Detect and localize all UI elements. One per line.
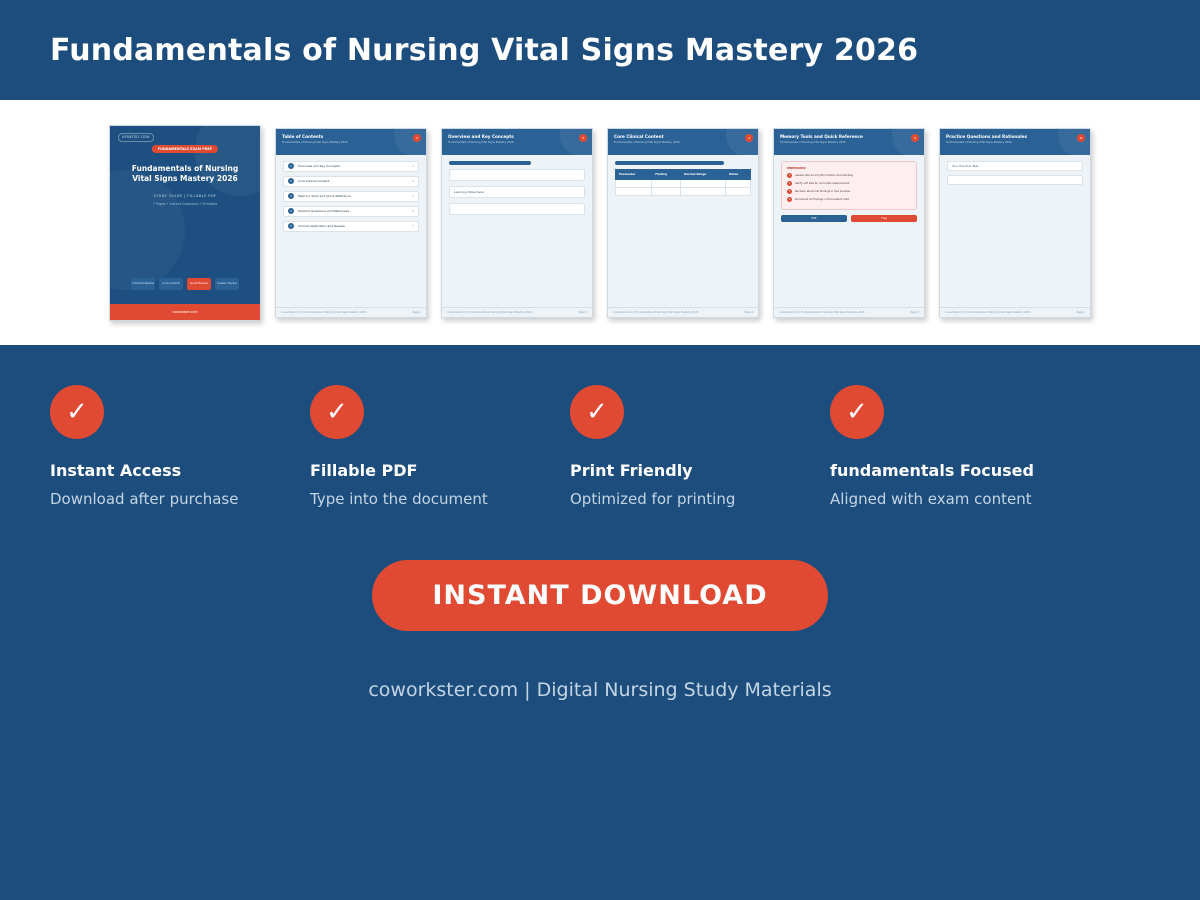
toc-label: Overview and Key Concepts bbox=[298, 164, 341, 168]
table-row bbox=[616, 179, 751, 187]
feature-title: fundamentals Focused bbox=[830, 461, 1034, 480]
list-item bbox=[283, 191, 419, 202]
page-footer bbox=[442, 307, 592, 317]
cover-top-badge: UPDATED 2026 bbox=[118, 133, 154, 142]
page-title-text: Practice Questions and Rationales bbox=[946, 133, 1027, 139]
cover-title-line2: Vital Signs Mastery 2026 bbox=[132, 174, 238, 184]
cover-decoration-circle bbox=[109, 170, 185, 290]
form-field-label: Learning Objectives bbox=[449, 186, 585, 198]
page-number-badge: 6 bbox=[1077, 134, 1085, 142]
toc-page: 3 bbox=[412, 164, 414, 168]
form-field bbox=[449, 203, 585, 215]
button-row bbox=[781, 215, 917, 222]
practice-field bbox=[947, 175, 1083, 185]
feature-description: Download after purchase bbox=[50, 490, 239, 508]
toc-label: Clinical Application and Review bbox=[298, 224, 345, 228]
cover-chip: Core Content bbox=[159, 278, 183, 290]
page-header-band bbox=[276, 129, 426, 155]
thumbnail-page-3-wrapper[interactable] bbox=[441, 128, 593, 318]
form-field bbox=[449, 169, 585, 181]
feature-fundamentals-focused bbox=[830, 385, 1090, 508]
header-decoration-circle bbox=[726, 129, 758, 155]
table-header-cell: Notes bbox=[726, 169, 751, 179]
cover-chip: Contents Review bbox=[131, 278, 155, 290]
footer-left: coworkster.com | Fundamentals of Nursing Vital Signs Mastery 2026 bbox=[447, 310, 533, 314]
footer-right: Page 3 bbox=[578, 310, 587, 314]
page-body bbox=[276, 155, 426, 307]
page-number-badge: 4 bbox=[745, 134, 753, 142]
cover-subtitle: STUDY GUIDE | FILLABLE PDF bbox=[153, 193, 217, 198]
clinical-table bbox=[615, 169, 751, 196]
thumbnail-page-5[interactable] bbox=[773, 128, 925, 318]
page-title-text: Memory Tools and Quick Reference bbox=[780, 133, 863, 139]
page-header-band bbox=[608, 129, 758, 155]
feature-fillable-pdf bbox=[310, 385, 570, 508]
footer-right: Page 5 bbox=[910, 310, 919, 314]
mnemonic-item-text: Recheck abnormal findings in five minutes bbox=[795, 189, 851, 193]
section-bar bbox=[615, 161, 724, 165]
bullet-icon: 3 bbox=[788, 189, 791, 193]
footer-right: Page 6 bbox=[1076, 310, 1085, 314]
page-number-badge: 2 bbox=[413, 134, 421, 142]
list-item bbox=[283, 221, 419, 232]
footer-right: Page 4 bbox=[744, 310, 753, 314]
table-cell bbox=[681, 187, 726, 195]
toc-index: 2 bbox=[288, 178, 294, 184]
cover-chip: Answer Tracker bbox=[215, 278, 239, 290]
list-item bbox=[283, 176, 419, 187]
cover-title-line1: Fundamentals of Nursing bbox=[131, 163, 239, 173]
page-title: Fundamentals of Nursing Vital Signs Mastery 2026 bbox=[50, 32, 919, 68]
header-decoration-circle bbox=[1058, 129, 1090, 155]
cover-chip: Quick Review bbox=[187, 278, 211, 290]
table-cell bbox=[681, 179, 726, 187]
page-subtitle-text: Fundamentals of Nursing Vital Signs Mastery 2026 bbox=[282, 140, 348, 144]
thumbnail-page-6[interactable] bbox=[939, 128, 1091, 318]
header-decoration-circle bbox=[394, 129, 426, 155]
page-number-badge: 5 bbox=[911, 134, 919, 142]
page-body bbox=[442, 155, 592, 307]
toc-page: 5 bbox=[412, 194, 414, 198]
thumbnail-cover[interactable] bbox=[109, 125, 261, 321]
table-cell bbox=[616, 187, 652, 195]
page-footer bbox=[774, 307, 924, 317]
feature-title: Fillable PDF bbox=[310, 461, 418, 480]
list-item bbox=[787, 197, 911, 202]
table-header-row bbox=[616, 169, 751, 179]
section-bar bbox=[449, 161, 531, 165]
mnemonic-card bbox=[781, 161, 917, 210]
list-item bbox=[787, 189, 911, 194]
bullet-icon: 2 bbox=[788, 181, 791, 185]
toc-index: 1 bbox=[288, 163, 294, 169]
cover-body bbox=[110, 126, 260, 320]
page-title-text: Overview and Key Concepts bbox=[448, 133, 514, 139]
thumbnail-strip bbox=[0, 100, 1200, 345]
table-cell bbox=[652, 179, 681, 187]
toc-label: Core Clinical Content bbox=[298, 179, 330, 183]
page-body bbox=[774, 155, 924, 307]
cover-title bbox=[110, 164, 260, 186]
cta-container bbox=[0, 560, 1200, 631]
table-header-cell: Parameter bbox=[616, 169, 652, 179]
page-footer bbox=[276, 307, 426, 317]
feature-description: Optimized for printing bbox=[570, 490, 736, 508]
cover-chip-row bbox=[110, 278, 260, 290]
thumbnail-page-4[interactable] bbox=[607, 128, 759, 318]
page-header-band bbox=[940, 129, 1090, 155]
table-row bbox=[616, 187, 751, 195]
thumbnail-page-4-wrapper[interactable] bbox=[607, 128, 759, 318]
table-header-cell: Finding bbox=[652, 169, 681, 179]
cover-details: 7 Pages • Instant Download • Printable bbox=[152, 201, 218, 206]
edit-button[interactable]: Edit bbox=[781, 215, 847, 222]
page-footer bbox=[608, 307, 758, 317]
footer-left: coworkster.com | Fundamentals of Nursing Vital Signs Mastery 2026 bbox=[945, 310, 1031, 314]
thumbnail-page-2[interactable] bbox=[275, 128, 427, 318]
feature-instant-access bbox=[50, 385, 310, 508]
feature-description: Aligned with exam content bbox=[830, 490, 1032, 508]
table-cell bbox=[652, 187, 681, 195]
feature-title: Instant Access bbox=[50, 461, 182, 480]
brand-footer-line: coworkster.com | Digital Nursing Study Materials bbox=[368, 679, 832, 701]
table-header-cell: Normal Range bbox=[681, 169, 726, 179]
practice-field-label: Your Practice Test bbox=[947, 161, 1083, 171]
page-subtitle-text: Fundamentals of Nursing Vital Signs Mastery 2026 bbox=[614, 140, 680, 144]
bullet-icon: 1 bbox=[788, 173, 791, 177]
page-title-text: Core Clinical Content bbox=[614, 133, 664, 139]
page-footer bbox=[940, 307, 1090, 317]
page-body bbox=[608, 155, 758, 307]
mnemonic-item-text: Verify cuff size for accurate measurement bbox=[795, 181, 850, 185]
list-item bbox=[787, 173, 911, 178]
toc-label: Memory Tools and Quick Reference bbox=[298, 194, 351, 198]
feature-title: Print Friendly bbox=[570, 461, 693, 480]
page-header bbox=[0, 0, 1200, 100]
page-body bbox=[940, 155, 1090, 307]
list-item bbox=[283, 206, 419, 217]
check-icon: ✓ bbox=[570, 385, 624, 439]
table-cell bbox=[616, 179, 652, 187]
thumbnail-page-2-wrapper[interactable] bbox=[275, 128, 427, 318]
toc-index: 5 bbox=[288, 223, 294, 229]
bullet-icon: 4 bbox=[788, 197, 791, 201]
page-header-band bbox=[442, 129, 592, 155]
header-decoration-circle bbox=[892, 129, 924, 155]
mnemonic-card-title: MNEMONIC bbox=[787, 165, 806, 170]
check-icon: ✓ bbox=[310, 385, 364, 439]
check-icon: ✓ bbox=[830, 385, 884, 439]
feature-list bbox=[0, 345, 1200, 508]
list-item bbox=[787, 181, 911, 186]
mnemonic-item-text: Document all findings in the patient chart bbox=[795, 197, 850, 201]
flag-button[interactable]: Flag bbox=[851, 215, 917, 222]
toc-page: 6 bbox=[412, 209, 414, 213]
footer-left: coworkster.com | Fundamentals of Nursing Vital Signs Mastery 2026 bbox=[281, 310, 367, 314]
cover-exam-badge: FUNDAMENTALS EXAM PREP bbox=[152, 145, 218, 153]
toc-label: Practice Questions and Rationales bbox=[298, 209, 350, 213]
header-decoration-circle bbox=[560, 129, 592, 155]
thumbnail-page-5-wrapper[interactable] bbox=[773, 128, 925, 318]
table-cell bbox=[726, 179, 751, 187]
toc-page: 4 bbox=[412, 179, 414, 183]
feature-description: Type into the document bbox=[310, 490, 488, 508]
table-cell bbox=[726, 187, 751, 195]
mnemonic-item-text: Assess rate and rhythm before documenting bbox=[795, 173, 853, 177]
thumbnail-page-6-wrapper[interactable] bbox=[939, 128, 1091, 318]
toc-index: 3 bbox=[288, 193, 294, 199]
thumbnail-cover-wrapper[interactable] bbox=[109, 125, 261, 321]
toc-index: 4 bbox=[288, 208, 294, 214]
check-icon: ✓ bbox=[50, 385, 104, 439]
footer-right: Page 2 bbox=[412, 310, 421, 314]
toc-page: 7 bbox=[412, 224, 414, 228]
footer-left: coworkster.com | Fundamentals of Nursing Vital Signs Mastery 2026 bbox=[779, 310, 865, 314]
page-title-text: Table of Contents bbox=[282, 133, 324, 139]
list-item bbox=[283, 161, 419, 172]
cover-footer: coworkster.com bbox=[110, 304, 260, 320]
page-header-band bbox=[774, 129, 924, 155]
page-subtitle-text: Fundamentals of Nursing Vital Signs Mastery 2026 bbox=[946, 140, 1012, 144]
instant-download-button[interactable]: INSTANT DOWNLOAD bbox=[372, 560, 827, 631]
thumbnail-page-3[interactable] bbox=[441, 128, 593, 318]
feature-print-friendly bbox=[570, 385, 830, 508]
page-subtitle-text: Fundamentals of Nursing Vital Signs Mastery 2026 bbox=[780, 140, 846, 144]
footer-left: coworkster.com | Fundamentals of Nursing Vital Signs Mastery 2026 bbox=[613, 310, 699, 314]
page-number-badge: 3 bbox=[579, 134, 587, 142]
page-subtitle-text: Fundamentals of Nursing Vital Signs Mastery 2026 bbox=[448, 140, 514, 144]
